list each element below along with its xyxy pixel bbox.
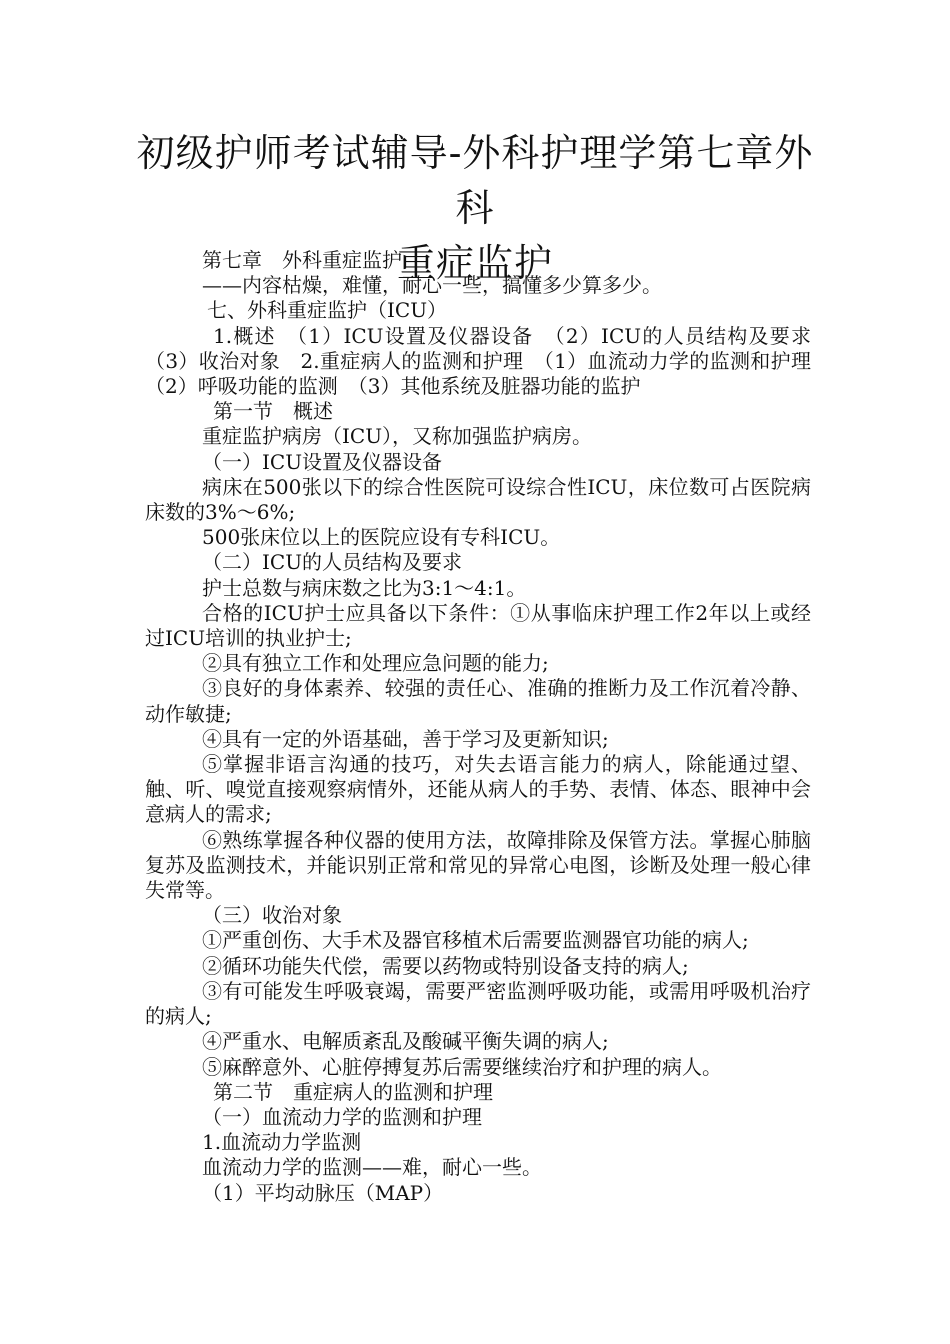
- list-item-qualification-2: ②具有独立工作和处理应急问题的能力;: [202, 651, 549, 676]
- outline-paragraph: 1.概述 （1）ICU设置及仪器设备 （2）ICU的人员结构及要求 （3）收治对象 2.重症病人的监测和护理 （1）血流动力学的监测和护理 （2）呼吸功能的监测 （3）其他系统及脏器功能的监护: [145, 323, 831, 399]
- list-item-qualification-4: ④具有一定的外语基础，善于学习及更新知识;: [202, 726, 609, 751]
- subheading-icu-setup: （一）ICU设置及仪器设备: [202, 449, 443, 474]
- section-heading-icu: 七、外科重症监护（ICU）: [207, 298, 448, 323]
- paragraph-bed-count: 病床在500张以下的综合性医院可设综合性ICU，床位数可占医院病床数的3%～6%;: [145, 474, 811, 525]
- list-item-admission-2: ②循环功能失代偿，需要以药物或特别设备支持的病人;: [202, 953, 689, 978]
- chapter-note: ——内容枯燥，难懂，耐心一些，搞懂多少算多少。: [202, 273, 662, 298]
- paragraph-icu-definition: 重症监护病房（ICU），又称加强监护病房。: [202, 424, 593, 449]
- subheading-map: （1）平均动脉压（MAP）: [202, 1180, 444, 1205]
- list-item-admission-3: ③有可能发生呼吸衰竭，需要严密监测呼吸功能，或需用呼吸机治疗的病人;: [145, 978, 811, 1029]
- paragraph-nurse-qualifications: 合格的ICU护士应具备以下条件：①从事临床护理工作2年以上或经过ICU培训的执业护士;: [145, 600, 811, 651]
- paragraph-specialty-icu: 500张床位以上的医院应设有专科ICU。: [202, 525, 561, 550]
- section-one-heading: 第一节 概述: [213, 399, 333, 424]
- subheading-hemodynamics: （一）血流动力学的监测和护理: [202, 1104, 482, 1129]
- title-line-1: 初级护师考试辅导-外科护理学第七章外科: [136, 131, 814, 230]
- list-item-admission-4: ④严重水、电解质紊乱及酸碱平衡失调的病人;: [202, 1029, 609, 1054]
- list-item-admission-1: ①严重创伤、大手术及器官移植术后需要监测器官功能的病人;: [202, 928, 749, 953]
- subheading-staffing: （二）ICU的人员结构及要求: [202, 550, 463, 575]
- list-item-qualification-6: ⑥熟练掌握各种仪器的使用方法，故障排除及保管方法。掌握心肺脑复苏及监测技术，并能识别正常和常见的异常心电图，诊断及处理一般心律失常等。: [145, 827, 811, 903]
- title-line-2: 重症监护: [396, 241, 553, 285]
- document-body: [145, 248, 831, 1206]
- paragraph-hemodynamic-note: 血流动力学的监测——难，耐心一些。: [202, 1155, 542, 1180]
- subheading-admission: （三）收治对象: [202, 903, 342, 928]
- section-two-heading: 第二节 重症病人的监测和护理: [213, 1079, 493, 1104]
- list-item-qualification-3: ③良好的身体素养、较强的责任心、准确的推断力及工作沉着冷静、动作敏捷;: [145, 676, 811, 726]
- list-item-admission-5: ⑤麻醉意外、心脏停搏复苏后需要继续治疗和护理的病人。: [202, 1054, 722, 1079]
- list-item-qualification-5: ⑤掌握非语言沟通的技巧，对失去语言能力的病人，除能通过望、触、听、嗅觉直接观察病情外，还能从病人的手势、表情、体态、眼神中会意病人的需求;: [145, 752, 811, 827]
- paragraph-nurse-ratio: 护士总数与病床数之比为3:1～4:1。: [202, 575, 527, 600]
- subheading-hemodynamic-monitoring: 1.血流动力学监测: [202, 1130, 362, 1155]
- chapter-heading: 第七章 外科重症监护: [202, 248, 402, 272]
